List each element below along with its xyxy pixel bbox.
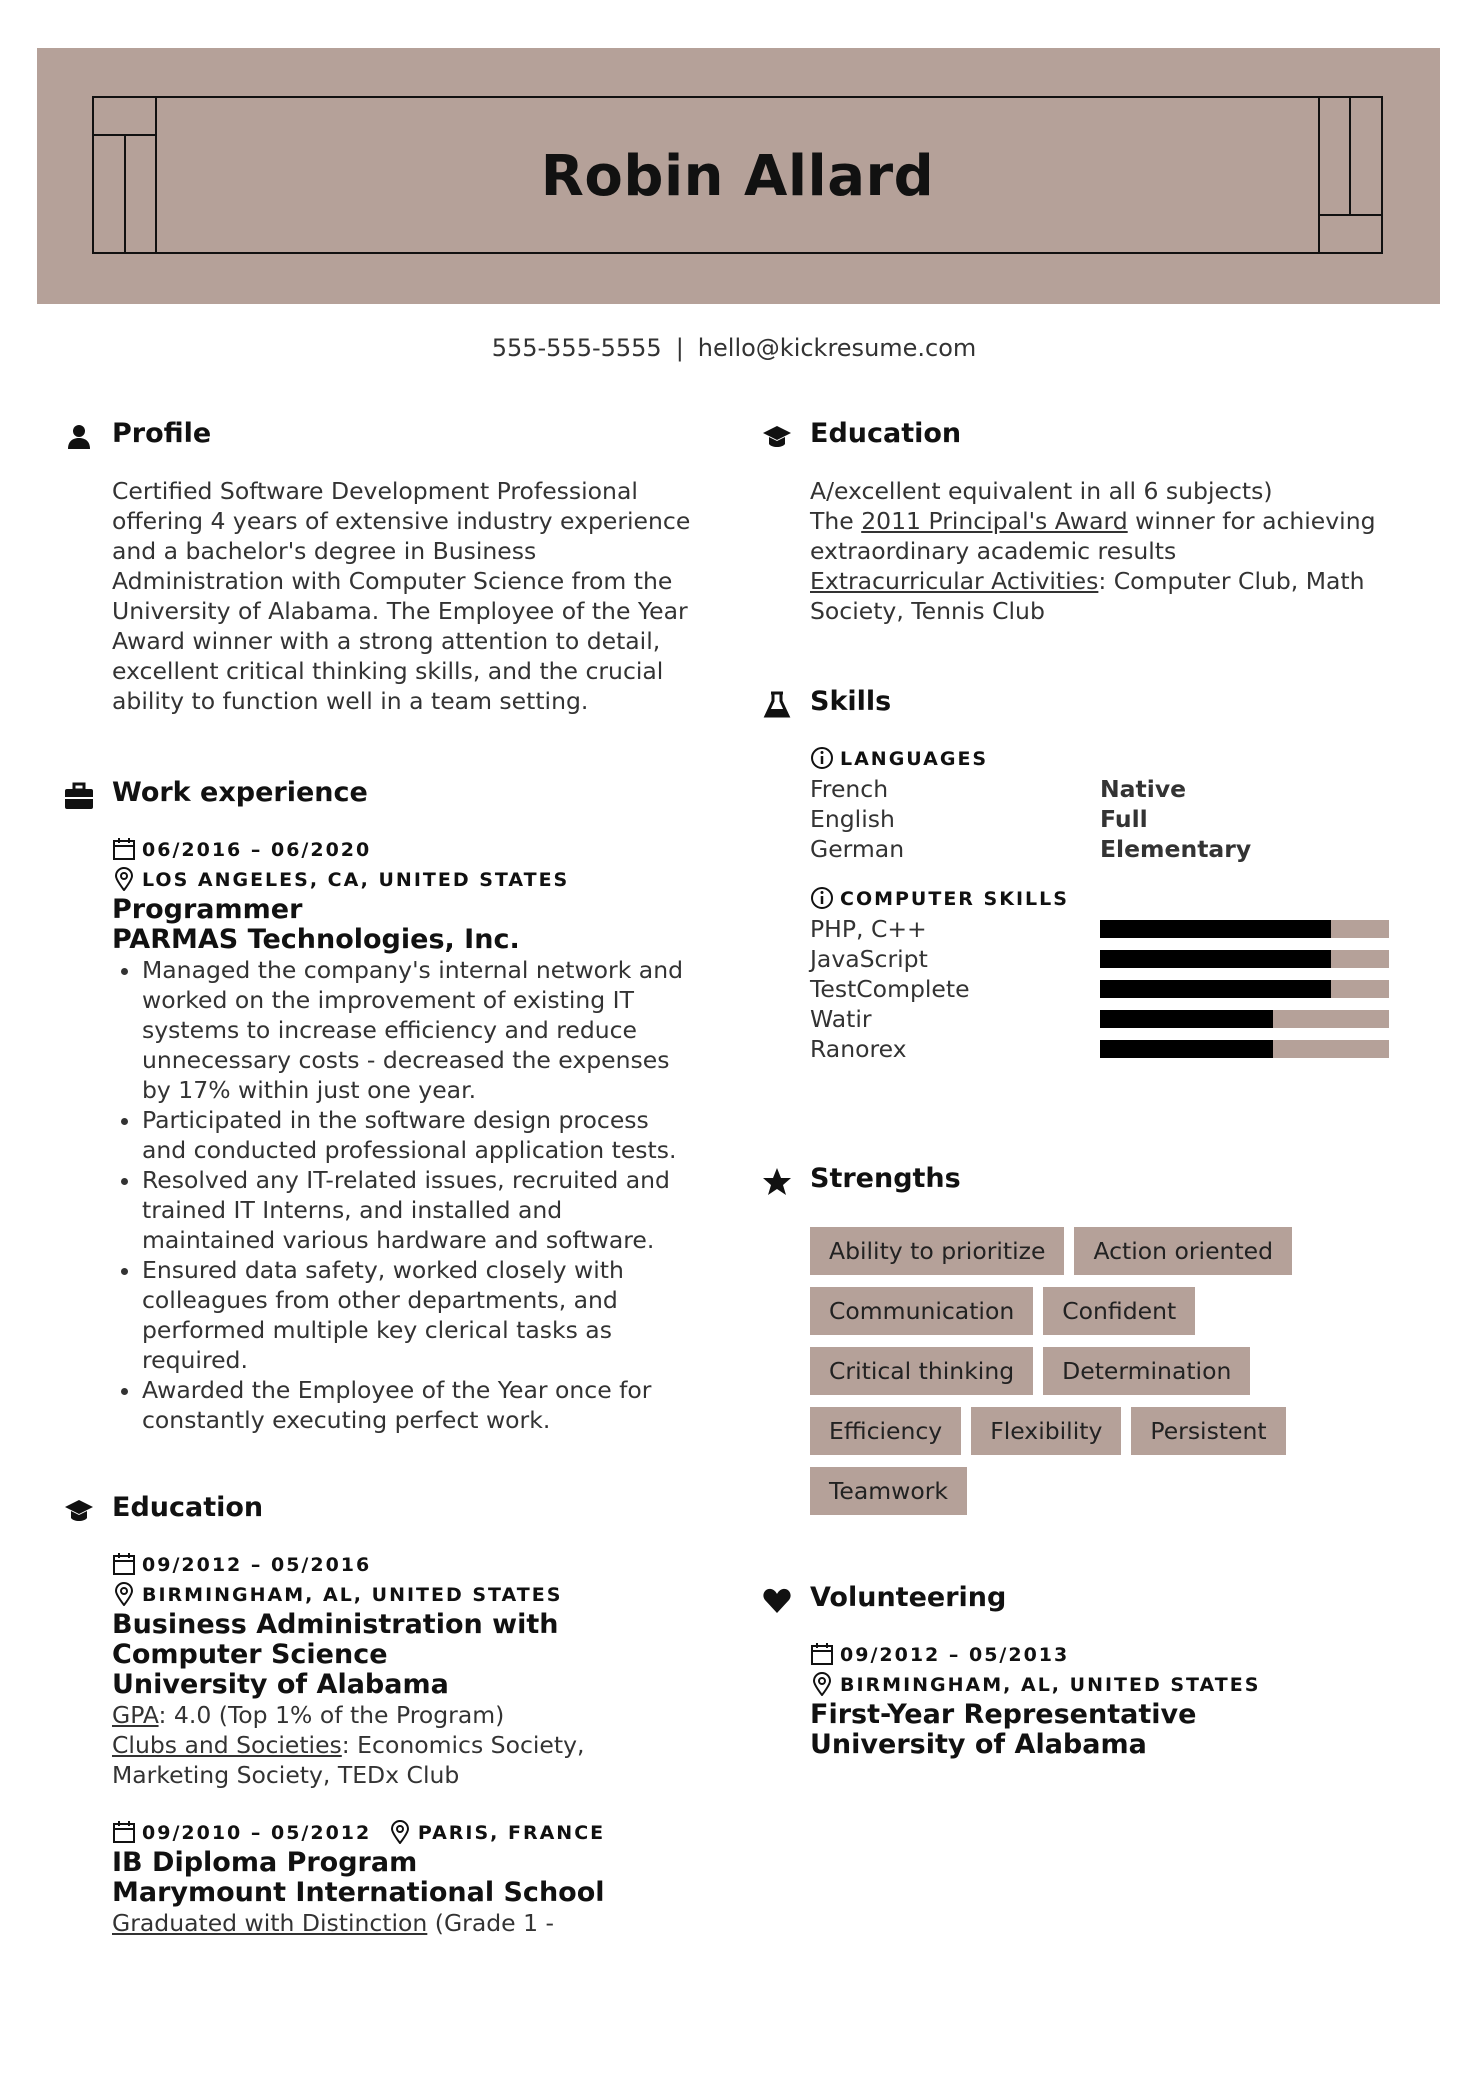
profile-section <box>64 418 694 716</box>
volunteering-location: BIRMINGHAM, AL, UNITED STATES <box>810 1670 1402 1700</box>
job-title: Programmer <box>112 894 303 925</box>
profile-summary: Certified Software Development Professional offering 4 years of extensive industry experience and a bachelor's degree in Business Administration with Computer Science from the University of Alabama. The Employee of the Year Award winner with a strong attention to detail, excellent critical thinking skills, and the crucial ability to function well in a team setting. <box>112 477 691 715</box>
graduation-cap-icon <box>64 1496 94 1526</box>
language-level: Full <box>1100 805 1148 833</box>
strengths-tags <box>810 1227 1370 1515</box>
work-dates: 06/2016 – 06/2020 <box>112 835 694 865</box>
list-item: • Resolved any IT-related issues, recruited and trained IT Interns, and installed and maintained various hardware and software. <box>142 1165 694 1255</box>
language-name: French <box>810 775 889 803</box>
skill-name: JavaScript <box>810 945 928 973</box>
skill-bar <box>1100 1040 1389 1058</box>
strengths-body <box>810 1227 1402 1515</box>
education-title: Education <box>810 418 962 449</box>
work-location: LOS ANGELES, CA, UNITED STATES <box>112 865 694 895</box>
profile-title: Profile <box>112 418 212 449</box>
email-link[interactable]: hello@kickresume.com <box>697 334 977 362</box>
strength-tag: Communication <box>810 1287 1033 1335</box>
strength-tag: Confident <box>1043 1287 1195 1335</box>
calendar-icon <box>112 837 136 861</box>
phone: 555-555-5555 <box>491 334 662 362</box>
volunteering-title: Volunteering <box>810 1582 1007 1613</box>
education-location: BIRMINGHAM, AL, UNITED STATES <box>112 1580 694 1610</box>
skills-body <box>810 744 1402 1064</box>
strength-tag: Critical thinking <box>810 1347 1033 1395</box>
work-entry <box>112 835 694 1435</box>
language-name: German <box>810 835 905 863</box>
candidate-name: Robin Allard <box>540 144 935 209</box>
skill-name: Ranorex <box>810 1035 907 1063</box>
strengths-title: Strengths <box>810 1163 961 1194</box>
calendar-icon <box>810 1642 834 1666</box>
volunteer-role: First-Year Representative <box>810 1699 1197 1730</box>
education-section-right <box>762 418 1402 626</box>
skills-title: Skills <box>810 686 892 717</box>
calendar-icon <box>112 1820 136 1844</box>
education-dates: 09/2012 – 05/2016 <box>112 1550 694 1580</box>
skill-bar <box>1100 980 1389 998</box>
map-pin-icon <box>388 1820 412 1844</box>
contact-separator: | <box>675 334 684 362</box>
education-title: Education <box>112 1492 264 1523</box>
contact-line <box>0 334 1468 362</box>
degree: Business Administration with <box>112 1609 559 1640</box>
degree: IB Diploma Program <box>112 1847 418 1878</box>
languages-list <box>810 774 1402 864</box>
language-name: English <box>810 805 895 833</box>
briefcase-icon <box>64 781 94 811</box>
language-level: Native <box>1100 775 1187 803</box>
map-pin-icon <box>112 867 136 891</box>
list-item: • Awarded the Employee of the Year once for constantly executing perfect work. <box>142 1375 694 1435</box>
strength-tag: Determination <box>1043 1347 1250 1395</box>
info-circle-icon <box>810 746 834 770</box>
map-pin-icon <box>810 1672 834 1696</box>
strength-tag: Persistent <box>1131 1407 1285 1455</box>
work-section <box>64 777 694 1435</box>
volunteering-entry <box>810 1640 1402 1760</box>
strength-tag: Flexibility <box>971 1407 1121 1455</box>
education-section-left <box>64 1492 694 1938</box>
user-icon <box>64 422 94 452</box>
distinction-line: Graduated with Distinction (Grade 1 - <box>112 1909 554 1937</box>
list-item: • Managed the company's internal network and worked on the improvement of existing IT systems to increase efficiency and reduce unnecessary costs - decreased the expenses by 17% within just one year. <box>142 955 694 1105</box>
flask-icon <box>762 690 792 720</box>
language-level: Elementary <box>1100 835 1252 863</box>
skills-section <box>762 686 1402 1064</box>
skill-name: PHP, C++ <box>810 915 927 943</box>
map-pin-icon <box>112 1582 136 1606</box>
skill-bar <box>1100 1010 1389 1028</box>
header-frame <box>92 96 1383 254</box>
header-banner <box>37 48 1440 304</box>
star-icon <box>762 1167 792 1197</box>
education-details: A/excellent equivalent in all 6 subjects) The 2011 Principal's Award winner for achieving extraordinary academic results Extracurricular Activities: Computer Club, Math Society, Tennis Club <box>810 477 1376 625</box>
strengths-section <box>762 1163 1402 1515</box>
work-title: Work experience <box>112 777 368 808</box>
work-bullets <box>112 955 694 1435</box>
calendar-icon <box>112 1552 136 1576</box>
strength-tag: Action oriented <box>1074 1227 1292 1275</box>
clubs-line-cont: Marketing Society, TEDx Club <box>112 1761 460 1789</box>
strength-tag: Efficiency <box>810 1407 961 1455</box>
company-name: PARMAS Technologies, Inc. <box>112 924 520 955</box>
info-circle-icon <box>810 886 834 910</box>
school-name: University of Alabama <box>112 1669 449 1700</box>
strength-tag: Teamwork <box>810 1467 967 1515</box>
education-dates: 09/2010 – 05/2012 PARIS, FRANCE <box>112 1818 694 1848</box>
list-item: • Ensured data safety, worked closely with colleagues from other departments, and performed multiple key clerical tasks as required. <box>142 1255 694 1375</box>
heart-icon <box>762 1586 792 1616</box>
skill-name: TestComplete <box>810 975 970 1003</box>
skill-bar <box>1100 950 1389 968</box>
list-item: • Participated in the software design process and conducted professional application tests. <box>142 1105 694 1165</box>
skill-bar <box>1100 920 1389 938</box>
volunteering-dates: 09/2012 – 05/2013 <box>810 1640 1402 1670</box>
graduation-cap-icon <box>762 422 792 452</box>
school-name: Marymount International School <box>112 1877 605 1908</box>
gpa-line: GPA: 4.0 (Top 1% of the Program) <box>112 1701 505 1729</box>
clubs-line: Clubs and Societies: Economics Society, <box>112 1731 585 1759</box>
volunteer-org: University of Alabama <box>810 1729 1147 1760</box>
degree-cont: Computer Science <box>112 1639 388 1670</box>
strength-tag: Ability to prioritize <box>810 1227 1064 1275</box>
computer-skills-heading: COMPUTER SKILLS <box>810 884 1402 914</box>
education-entry <box>112 1550 694 1938</box>
computer-skills-list <box>810 914 1402 1064</box>
skill-name: Watir <box>810 1005 872 1033</box>
languages-heading: LANGUAGES <box>810 744 1402 774</box>
volunteering-section <box>762 1582 1402 1760</box>
